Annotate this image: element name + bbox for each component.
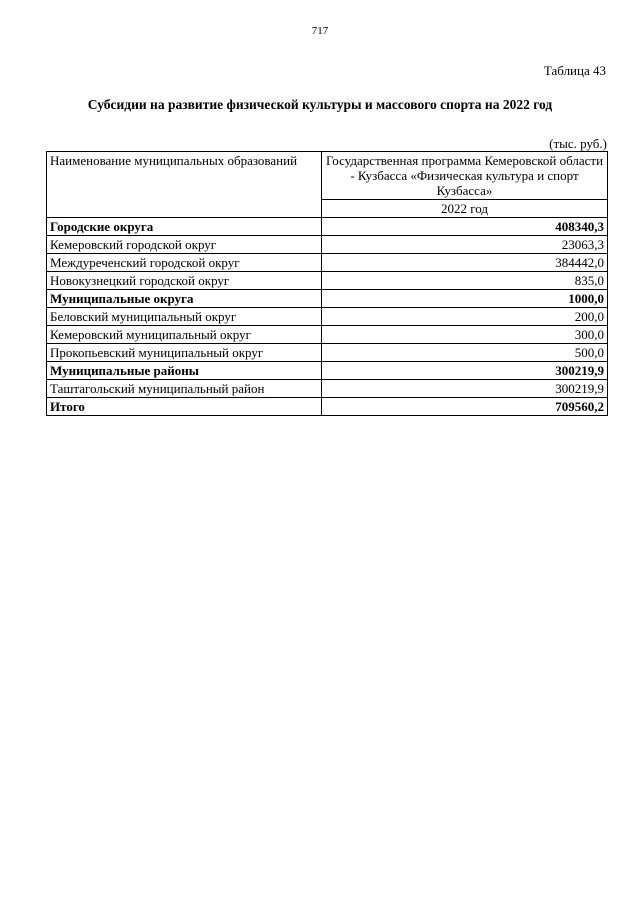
- row-name: Муниципальные округа: [47, 290, 322, 308]
- table-row: [47, 344, 608, 362]
- table-group-row: [47, 218, 608, 236]
- row-value: 1000,0: [322, 290, 608, 308]
- header-year: 2022 год: [322, 200, 608, 218]
- row-name: Городские округа: [47, 218, 322, 236]
- row-name: Прокопьевский муниципальный округ: [47, 344, 322, 362]
- row-value: 500,0: [322, 344, 608, 362]
- subsidy-table: [46, 151, 608, 416]
- table-row: [47, 326, 608, 344]
- row-value: 300219,9: [322, 362, 608, 380]
- table-group-row: [47, 362, 608, 380]
- table-label: Таблица 43: [543, 63, 606, 78]
- row-name: Кемеровский городской округ: [47, 236, 322, 254]
- row-value: 384442,0: [322, 254, 608, 272]
- table-row: [47, 380, 608, 398]
- table-body: [47, 218, 608, 416]
- header-program: Государственная программа Кемеровской области - Кузбасса «Физическая культура и спорт Кузбасса»: [322, 152, 608, 200]
- row-name: Итого: [47, 398, 322, 416]
- row-value: 300,0: [322, 326, 608, 344]
- table-group-row: [47, 398, 608, 416]
- row-name: Кемеровский муниципальный округ: [47, 326, 322, 344]
- row-name: Муниципальные районы: [47, 362, 322, 380]
- row-value: 23063,3: [322, 236, 608, 254]
- row-value: 709560,2: [322, 398, 608, 416]
- table-header-row: [47, 152, 608, 200]
- row-name: Междуреченский городской округ: [47, 254, 322, 272]
- row-name: Беловский муниципальный округ: [47, 308, 322, 326]
- row-name: Таштагольский муниципальный район: [47, 380, 322, 398]
- table-row: [47, 236, 608, 254]
- row-value: 835,0: [322, 272, 608, 290]
- row-value: 200,0: [322, 308, 608, 326]
- table-row: [47, 254, 608, 272]
- units-label: (тыс. руб.): [549, 136, 607, 151]
- document-title: Субсидии на развитие физической культуры и массового спорта на 2022 год: [87, 97, 553, 112]
- row-name: Новокузнецкий городской округ: [47, 272, 322, 290]
- row-value: 408340,3: [322, 218, 608, 236]
- header-municipality: Наименование муниципальных образований: [47, 152, 322, 218]
- table-row: [47, 308, 608, 326]
- page-number: 717: [311, 25, 329, 37]
- table-group-row: [47, 290, 608, 308]
- row-value: 300219,9: [322, 380, 608, 398]
- table-row: [47, 272, 608, 290]
